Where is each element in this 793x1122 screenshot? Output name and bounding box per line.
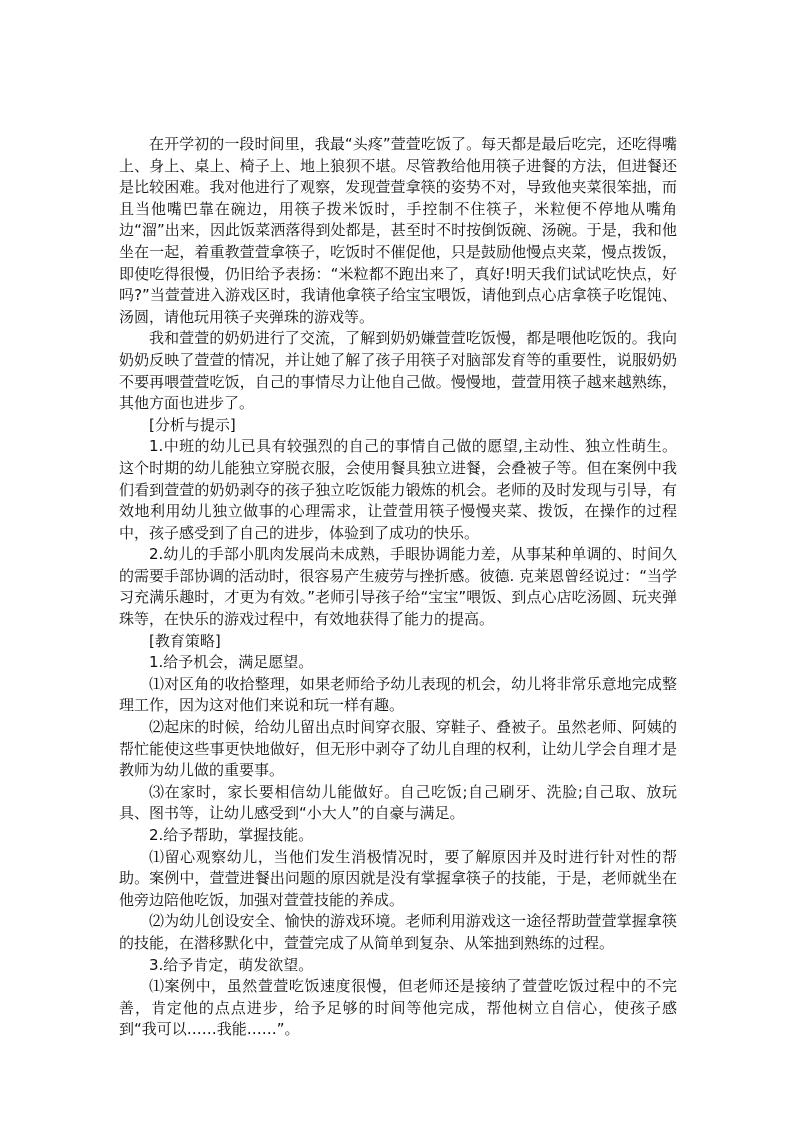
paragraph-case-grandma: 我和萱萱的奶奶进行了交流，了解到奶奶嫌萱萱吃饭慢，都是喂他吃饭的。我向奶奶反映了萱萱的情况，并让她了解了孩子用筷子对脑部发育等的重要性，说服奶奶不要再喂萱萱吃饭，自己的事情尽力让他自己做。慢慢地，萱萱用筷子越来越熟练，其他方面也进步了。	[119, 329, 677, 413]
strategy-2-title: 2.给予帮助，掌握技能。	[149, 826, 314, 844]
strategy-2-item-1: ⑴留心观察幼儿，当他们发生消极情况时，要了解原因并及时进行针对性的帮助。案例中，萱萱进餐出问题的原因就是没有掌握拿筷子的技能，于是，老师就坐在他旁边陪他吃饭，加强对萱萱技能的养成。	[119, 847, 677, 909]
paragraph-case-intro: 在开学初的一段时间里，我最“头疼”萱萱吃饭了。每天都是最后吃完，还吃得嘴上、身上、桌上、椅子上、地上狼狈不堪。尽管教给他用筷子进餐的方法，但进餐还是比较困难。我对他进行了观察，发现萱萱拿筷的姿势不对，导致他夹菜很笨拙，而且当他嘴巴靠在碗边，用筷子拨米饭时，手控制不住筷子，米粒便不停地从嘴角边“溜”出来，因此饭菜洒落得到处都是，甚至时不时按倒饭碗、汤碗。于是，我和他坐在一起，着重教萱萱拿筷子，吃饭时不催促他，只是鼓励他慢点夹菜，慢点拨饭，即使吃得很慢，仍旧给予表扬：“米粒都不跑出来了，真好!明天我们试试吃快点，好吗?”当萱萱进入游戏区时，我请他拿筷子给宝宝喂饭，请他到点心店拿筷子吃馄饨、汤圆，请他玩用筷子夹弹珠的游戏等。	[119, 135, 677, 326]
document-body	[119, 134, 677, 1041]
heading-strategy: [教育策略]	[149, 631, 221, 650]
strategy-1-item-3: ⑶在家时，家长要相信幼儿能做好。自己吃饭;自己刷牙、洗脸;自己取、放玩具、图书等，让幼儿感受到“小大人”的自豪与满足。	[119, 782, 677, 823]
strategy-2-item-2: ⑵为幼儿创设安全、愉快的游戏环境。老师利用游戏这一途径帮助萱萱掌握拿筷的技能，在潜移默化中，萱萱完成了从简单到复杂、从笨拙到熟练的过程。	[119, 912, 677, 952]
heading-analysis: [分析与提示]	[149, 415, 236, 434]
strategy-3-item-1: ⑴案例中，虽然萱萱吃饭速度很慢，但老师还是接纳了萱萱吃饭过程中的不完善，肯定他的点点进步，给予足够的时间等他完成，帮他树立自信心，使孩子感到“我可以……我能……”。	[119, 977, 677, 1039]
strategy-1-item-1: ⑴对区角的收拾整理，如果老师给予幼儿表现的机会，幼儿将非常乐意地完成整理工作，因为这对他们来说和玩一样有趣。	[119, 674, 677, 715]
paragraph-analysis-2: 2.幼儿的手部小肌肉发展尚未成熟，手眼协调能力差，从事某种单调的、时间久的需要手部协调的活动时，很容易产生疲劳与挫折感。彼德. 克莱恩曾经说过：“当学习充满乐趣时，才更为有效。”老师引导孩子给“宝宝”喂饭、到点心店吃汤圆、玩夹弹珠等，在快乐的游戏过程中，有效地获得了能力的提高。	[119, 545, 677, 629]
strategy-1-item-2: ⑵起床的时候，给幼儿留出点时间穿衣服、穿鞋子、叠被子。虽然老师、阿姨的帮忙能使这些事更快地做好，但无形中剥夺了幼儿自理的权利，让幼儿学会自理才是教师为幼儿做的重要事。	[119, 718, 677, 780]
strategy-1-title: 1.给予机会，满足愿望。	[149, 653, 314, 672]
strategy-3-title: 3.给予肯定，萌发欲望。	[149, 955, 314, 974]
paragraph-analysis-1: 1.中班的幼儿已具有较强烈的自己的事情自己做的愿望,主动性、独立性萌生。这个时期的幼儿能独立穿脱衣服，会使用餐具独立进餐，会叠被子等。但在案例中我们看到萱萱的奶奶剥夺的孩子独立吃饭能力锻炼的机会。老师的及时发现与引导，有效地利用幼儿独立做事的心理需求，让萱萱用筷子慢慢夹菜、拨饭，在操作的过程中，孩子感受到了自己的进步，体验到了成功的快乐。	[119, 437, 677, 542]
